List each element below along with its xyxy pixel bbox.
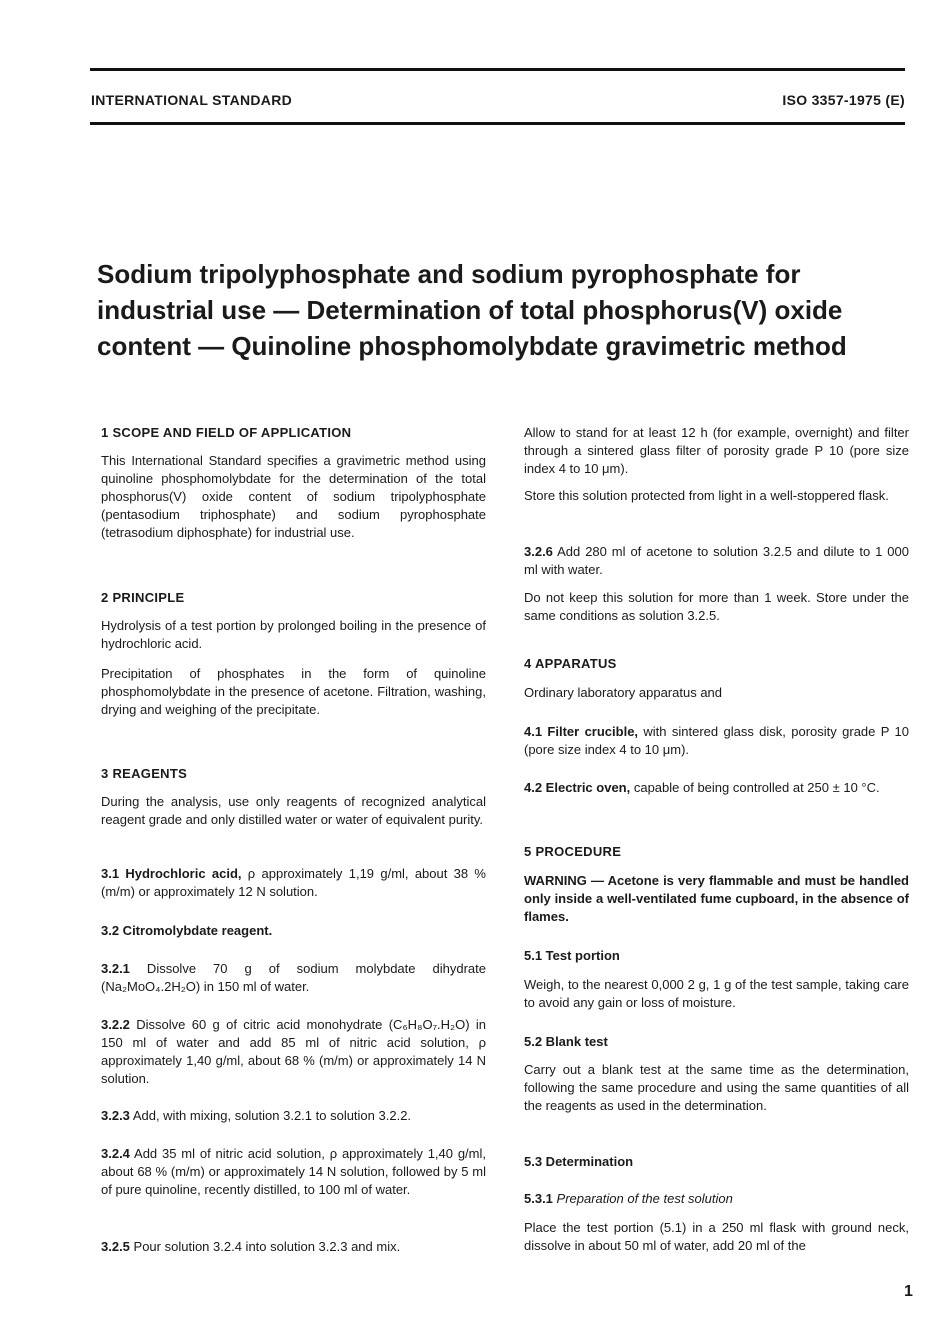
reagent-text-1: Allow to stand for at least 12 h (for example, overnight) and filter through a sintered glass filter of porosity grade P 10 (pore size index 4 to 10 μm). — [524, 425, 909, 476]
clause-text: Pour solution 3.2.4 into solution 3.2.3 and mix. — [129, 1239, 401, 1254]
warning-text: WARNING — Acetone is very flammable and must be handled only inside a well-ventilated fume cupboard, in the absence of flames. — [524, 873, 909, 924]
clause-text: Dissolve 60 g of citric acid monohydrate (C₆H₈O₇.H₂O) in 150 ml of water and add 85 ml of nitric acid solution, ρ approximately 1,40 g/ml, about 68 % (m/m) or approximately 14 N solution. — [101, 1017, 486, 1086]
clause-label: 4.2 Electric oven, — [524, 780, 631, 795]
section-1-heading: 1 SCOPE AND FIELD OF APPLICATION — [101, 425, 352, 440]
section-4-heading: 4 APPARATUS — [524, 656, 617, 671]
clause-label: 3.2.2 — [101, 1017, 130, 1032]
clause-3-2: 3.2 Citromolybdate reagent. — [101, 923, 273, 938]
header-right: ISO 3357-1975 (E) — [782, 92, 905, 108]
clause-5-1-heading: 5.1 Test portion — [524, 948, 620, 963]
top-rule — [90, 68, 905, 71]
section-3-text: During the analysis, use only reagents of recognized analytical reagent grade and only distilled water or water of equivalent purity. — [101, 794, 486, 827]
clause-3-2-6 — [524, 543, 909, 579]
clause-5-2-heading: 5.2 Blank test — [524, 1034, 608, 1049]
clause-text: Add 35 ml of nitric acid solution, ρ approximately 1,40 g/ml, about 68 % (m/m) or approximately 14 N solution, followed by 5 ml of pure quinoline, recently distilled, to 100 ml of water. — [101, 1146, 486, 1197]
clause-label: 3.2.4 — [101, 1146, 130, 1161]
document-title: Sodium tripolyphosphate and sodium pyrophosphate for industrial use — Determination of total phosphorus(V) oxide content — Quinoline phosphomolybdate gravimetric method — [97, 259, 847, 361]
clause-text: Add, with mixing, solution 3.2.1 to solution 3.2.2. — [129, 1108, 412, 1123]
clause-label: 4.1 Filter crucible, — [524, 724, 639, 739]
clause-text: with sintered glass disk, porosity grade P 10 (pore size index 4 to 10 μm). — [524, 724, 910, 757]
section-2-heading: 2 PRINCIPLE — [101, 590, 185, 605]
reagent-text-3: Do not keep this solution for more than 1 week. Store under the same conditions as solution 3.2.5. — [524, 590, 909, 623]
header-left: INTERNATIONAL STANDARD — [91, 92, 293, 108]
clause-5-3-heading: 5.3 Determination — [524, 1154, 634, 1169]
section-2-text-2: Precipitation of phosphates in the form of quinoline phosphomolybdate in the presence of acetone. Filtration, washing, drying and weighing of the precipitate. — [101, 666, 486, 717]
page-number: 1 — [904, 1283, 913, 1300]
clause-label: 3.2.1 — [101, 961, 130, 976]
clause-title: Preparation of the test solution — [552, 1191, 733, 1206]
clause-label: 3.1 Hydrochloric acid, — [101, 866, 242, 881]
section-5-heading: 5 PROCEDURE — [524, 844, 622, 859]
clause-text: Add 280 ml of acetone to solution 3.2.5 and dilute to 1 000 ml with water. — [524, 544, 909, 577]
clause-3-2-5 — [101, 1238, 486, 1256]
clause-text: Dissolve 70 g of sodium molybdate dihydrate (Na₂MoO₄.2H₂O) in 150 ml of water. — [101, 961, 486, 994]
clause-3-2-3 — [101, 1107, 486, 1125]
header-rule — [90, 122, 905, 125]
clause-5-1-text: Weigh, to the nearest 0,000 2 g, 1 g of the test sample, taking care to avoid any gain or loss of moisture. — [524, 977, 909, 1010]
clause-label: 3.2.6 — [524, 544, 553, 559]
clause-3-2-1 — [101, 960, 486, 996]
clause-4-1 — [524, 723, 909, 759]
section-4-text: Ordinary laboratory apparatus and — [524, 685, 723, 700]
section-2-text-1: Hydrolysis of a test portion by prolonged boiling in the presence of hydrochloric acid. — [101, 618, 486, 651]
clause-label: 5.3.1 — [524, 1191, 553, 1206]
clause-label: 3.2.3 — [101, 1108, 130, 1123]
clause-5-3-1-heading — [524, 1190, 909, 1208]
clause-4-2 — [524, 779, 909, 797]
clause-label: 3.2.5 — [101, 1239, 130, 1254]
clause-3-2-4 — [101, 1145, 486, 1199]
clause-3-2-2 — [101, 1016, 486, 1088]
clause-text: capable of being controlled at 250 ± 10 °C. — [630, 780, 880, 795]
clause-5-2-text: Carry out a blank test at the same time as the determination, following the same procedure and using the same quantities of all the reagents as used in the determination. — [524, 1062, 909, 1113]
reagent-text-2: Store this solution protected from light in a well-stoppered flask. — [524, 488, 889, 503]
clause-text: ρ approximately 1,19 g/ml, about 38 % (m/m) or approximately 12 N solution. — [101, 866, 486, 899]
clause-3-1 — [101, 865, 486, 901]
clause-5-3-1-text: Place the test portion (5.1) in a 250 ml flask with ground neck, dissolve in about 50 ml of water, add 20 ml of the — [524, 1220, 909, 1253]
section-3-heading: 3 REAGENTS — [101, 766, 188, 781]
section-1-text: This International Standard specifies a gravimetric method using quinoline phosphomolybdate for the determination of the total phosphorus(V) oxide content of sodium tripolyphosphate (pentasodium triphosphate) and sodium pyrophosphate (tetrasodium diphosphate) for industrial use. — [101, 453, 486, 540]
